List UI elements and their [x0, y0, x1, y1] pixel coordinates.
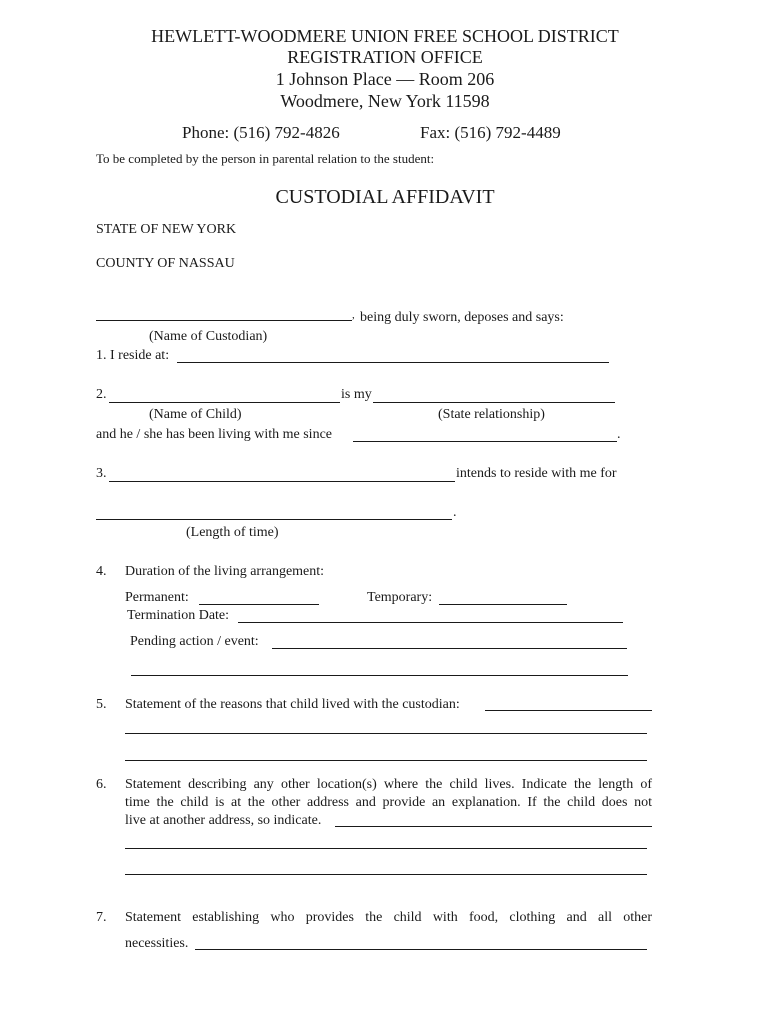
pending-field[interactable] [272, 648, 627, 649]
item2-is-my: is my [341, 387, 372, 402]
other-location-field-line-3[interactable] [125, 874, 647, 875]
child-name-field[interactable] [109, 402, 340, 403]
living-since-field[interactable] [353, 441, 617, 442]
pending-label: Pending action / event: [130, 634, 259, 649]
item7-number: 7. [96, 910, 107, 925]
county-label: COUNTY OF NASSAU [96, 256, 235, 271]
length-caption: (Length of time) [186, 525, 279, 540]
item3-intends: intends to reside with me for [456, 466, 617, 481]
item4-number: 4. [96, 564, 107, 579]
document-title: CUSTODIAL AFFIDAVIT [275, 186, 495, 208]
fax-number: Fax: (516) 792-4489 [420, 123, 561, 142]
item2-period: . [617, 427, 621, 442]
item4-label: Duration of the living arrangement: [125, 564, 325, 579]
pending-field-line-2[interactable] [131, 675, 628, 676]
item6-line-1: Statement describing any other location(s) where the child lives. Indicate the length of [125, 777, 652, 792]
address-line-1: 1 Johnson Place — Room 206 [275, 69, 495, 89]
address-line-2: Woodmere, New York 11598 [280, 91, 490, 111]
other-location-field[interactable] [335, 826, 652, 827]
item7-line-1: Statement establishing who provides the child with food, clothing and all other [125, 910, 652, 925]
custodian-caption: (Name of Custodian) [149, 329, 268, 344]
item6-line-3: live at another address, so indicate. [125, 813, 322, 828]
reasons-field-line-3[interactable] [125, 760, 647, 761]
custodian-name-field[interactable] [96, 320, 352, 321]
residence-address-field[interactable] [177, 362, 609, 363]
sworn-statement: being duly sworn, deposes and says: [360, 310, 564, 325]
temporary-label: Temporary: [367, 590, 433, 605]
reasons-field[interactable] [485, 710, 652, 711]
district-name: HEWLETT-WOODMERE UNION FREE SCHOOL DISTRICT [151, 26, 619, 46]
permanent-label: Permanent: [125, 590, 189, 605]
office-name: REGISTRATION OFFICE [287, 47, 483, 67]
permanent-field[interactable] [199, 604, 319, 605]
item6-line-2: time the child is at the other address and provide an explanation. If the child does not [125, 795, 652, 810]
state-label: STATE OF NEW YORK [96, 222, 237, 237]
relationship-caption: (State relationship) [438, 407, 545, 422]
child-caption: (Name of Child) [149, 407, 242, 422]
item5-number: 5. [96, 697, 107, 712]
item3-period: . [453, 505, 457, 520]
reasons-field-line-2[interactable] [125, 733, 647, 734]
necessities-field[interactable] [195, 949, 647, 950]
phone-number: Phone: (516) 792-4826 [182, 123, 340, 142]
item6-number: 6. [96, 777, 107, 792]
sworn-comma: , [352, 309, 355, 321]
item1-label: 1. I reside at: [96, 348, 170, 363]
intro-text: To be completed by the person in parental relation to the student: [96, 151, 435, 166]
living-since-label: and he / she has been living with me since [96, 427, 332, 442]
temporary-field[interactable] [439, 604, 567, 605]
item7-line-2: necessities. [125, 936, 189, 951]
item3-name-field[interactable] [109, 481, 455, 482]
item5-label: Statement of the reasons that child lived with the custodian: [125, 697, 460, 712]
termination-label: Termination Date: [127, 608, 230, 623]
relationship-field[interactable] [373, 402, 615, 403]
other-location-field-line-2[interactable] [125, 848, 647, 849]
item2-number: 2. [96, 387, 107, 402]
length-of-time-field[interactable] [96, 519, 452, 520]
termination-date-field[interactable] [238, 622, 623, 623]
item3-number: 3. [96, 466, 107, 481]
